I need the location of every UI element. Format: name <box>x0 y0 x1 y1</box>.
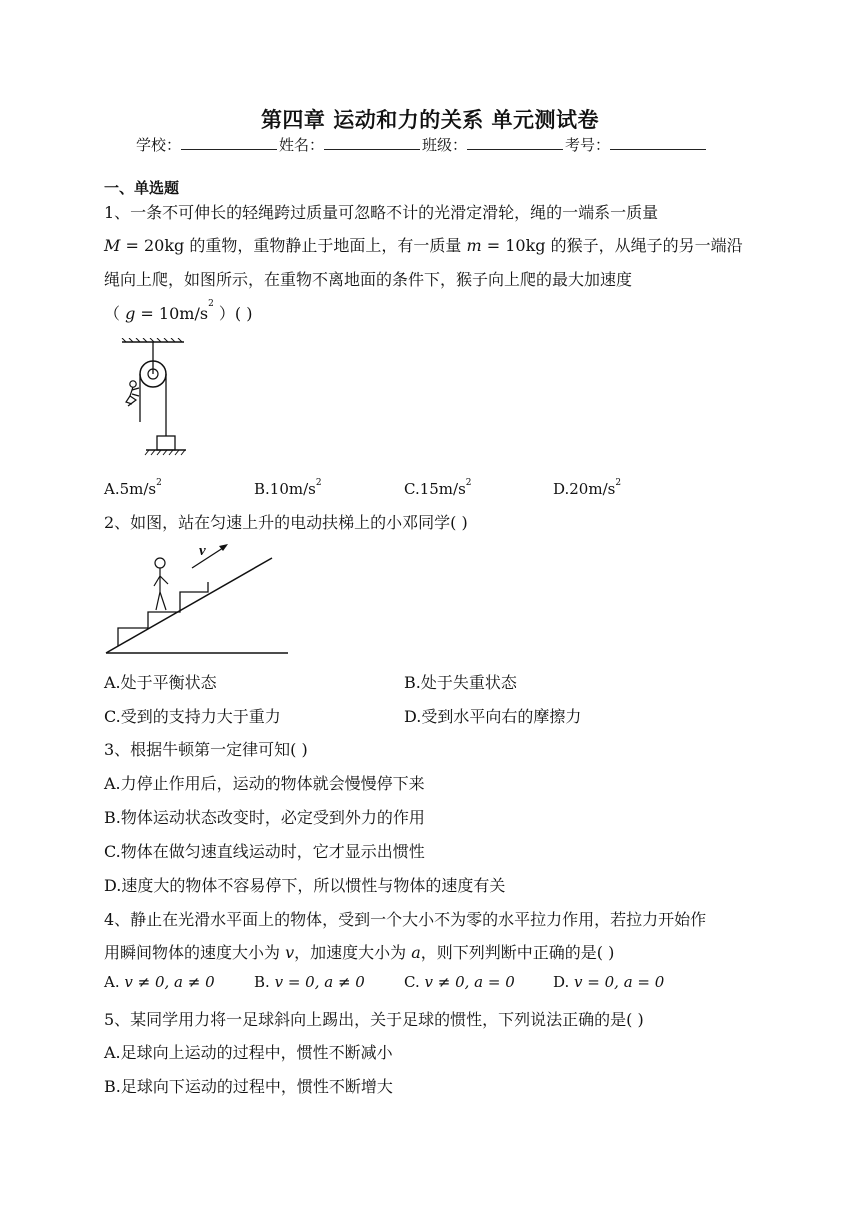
class-blank <box>467 135 563 150</box>
q4-option-d[interactable] <box>553 973 664 991</box>
q1-option-d-label: D. <box>553 480 570 498</box>
escalator-figure <box>104 538 292 658</box>
q4-text-line1: 4、静止在光滑水平面上的物体，受到一个大小不为零的水平拉力作用，若拉力开始作 <box>104 910 707 929</box>
school-label: 学校： <box>136 136 182 154</box>
q1-option-a[interactable] <box>104 480 162 498</box>
q1-text-2d: = 10kg 的猴子，从绳子的另一端沿 <box>481 236 743 255</box>
q1-option-d-sup: 2 <box>615 478 622 488</box>
section-heading: 一、单选题 <box>104 179 180 197</box>
q4-text-2e: ，则下列判断中正确的是( ) <box>420 943 615 962</box>
q5-text-line1: 5、某同学用力将一足球斜向上踢出，关于足球的惯性，下列说法正确的是( ) <box>104 1010 644 1029</box>
q1-g-symbol: g <box>125 304 136 323</box>
q4-text-line2 <box>104 940 614 963</box>
q4-text-2a: 用瞬间物体的速度大小为 <box>104 943 286 962</box>
q1-text-line4 <box>104 301 252 324</box>
q1-option-c-sup: 2 <box>465 478 472 488</box>
q1-mass-M: M <box>104 236 121 255</box>
velocity-label: v <box>199 543 206 559</box>
q2-option-c[interactable]: C.受到的支持力大于重力 <box>104 707 281 726</box>
class-label: 班级： <box>422 136 468 154</box>
q1-text-4d: 2 <box>208 299 214 309</box>
q4-option-c-label: C. <box>404 973 420 991</box>
pulley-monkey-figure <box>116 338 188 464</box>
name-label: 姓名： <box>279 136 325 154</box>
q4-option-b-label: B. <box>254 973 270 991</box>
q1-text-4a: （ <box>104 304 126 323</box>
q4-option-a-value: v ≠ 0, a ≠ 0 <box>124 973 215 991</box>
q2-option-a[interactable]: A.处于平衡状态 <box>104 673 217 692</box>
q1-text-line2 <box>104 233 743 256</box>
id-blank <box>610 135 706 150</box>
q1-mass-m: m <box>466 236 482 255</box>
q4-option-b-value: v = 0, a ≠ 0 <box>274 973 365 991</box>
q1-text-4c: = 10m/s <box>135 304 209 323</box>
q5-option-b[interactable]: B.足球向下运动的过程中，惯性不断增大 <box>104 1077 393 1096</box>
q3-option-b[interactable]: B.物体运动状态改变时，必定受到外力的作用 <box>104 808 425 827</box>
q4-v-symbol: v <box>285 943 295 962</box>
id-label: 考号： <box>565 136 611 154</box>
q1-option-c[interactable] <box>404 480 472 498</box>
q4-option-c[interactable] <box>404 973 515 991</box>
q1-option-b-label: B. <box>254 480 270 498</box>
q1-option-d-value: 20m/s <box>569 480 616 498</box>
q1-option-c-value: 15m/s <box>419 480 466 498</box>
q2-text-line1: 2、如图，站在匀速上升的电动扶梯上的小邓同学( ) <box>104 513 468 532</box>
q3-option-a[interactable]: A.力停止作用后，运动的物体就会慢慢停下来 <box>104 774 425 793</box>
q1-option-b-value: 10m/s <box>269 480 316 498</box>
q5-option-a[interactable]: A.足球向上运动的过程中，惯性不断减小 <box>104 1043 393 1062</box>
name-blank <box>324 135 420 150</box>
q4-option-c-value: v ≠ 0, a = 0 <box>424 973 515 991</box>
school-blank <box>181 135 277 150</box>
q3-option-c[interactable]: C.物体在做匀速直线运动时，它才显示出惯性 <box>104 842 425 861</box>
q1-text-line3: 绳向上爬，如图所示，在重物不离地面的条件下，猴子向上爬的最大加速度 <box>104 270 633 289</box>
q1-option-a-label: A. <box>104 480 120 498</box>
q3-option-d[interactable]: D.速度大的物体不容易停下，所以惯性与物体的速度有关 <box>104 876 506 895</box>
q2-option-b[interactable]: B.处于失重状态 <box>404 673 517 692</box>
student-info-row <box>136 134 708 155</box>
page-title: 第四章 运动和力的关系 单元测试卷 <box>260 107 600 132</box>
q4-option-a-label: A. <box>104 973 120 991</box>
q3-text-line1: 3、根据牛顿第一定律可知( ) <box>104 740 308 759</box>
q4-option-b[interactable] <box>254 973 365 991</box>
q1-option-c-label: C. <box>404 480 420 498</box>
q1-option-b-sup: 2 <box>315 478 322 488</box>
q4-option-d-value: v = 0, a = 0 <box>574 973 665 991</box>
q4-option-d-label: D. <box>553 973 570 991</box>
q1-text-2b: = 20kg 的重物，重物静止于地面上，有一质量 <box>120 236 467 255</box>
q4-option-a[interactable] <box>104 973 215 991</box>
q2-option-d[interactable]: D.受到水平向右的摩擦力 <box>404 707 582 726</box>
q1-text-4e: ）( ) <box>213 304 253 323</box>
q1-option-a-sup: 2 <box>156 478 162 488</box>
q1-option-a-value: 5m/s <box>119 480 157 498</box>
q1-text-line1: 1、一条不可伸长的轻绳跨过质量可忽略不计的光滑定滑轮，绳的一端系一质量 <box>104 203 659 222</box>
q4-text-2c: ，加速度大小为 <box>294 943 412 962</box>
q4-a-symbol: a <box>411 943 421 962</box>
q1-option-d[interactable] <box>553 480 621 498</box>
q1-option-b[interactable] <box>254 480 322 498</box>
